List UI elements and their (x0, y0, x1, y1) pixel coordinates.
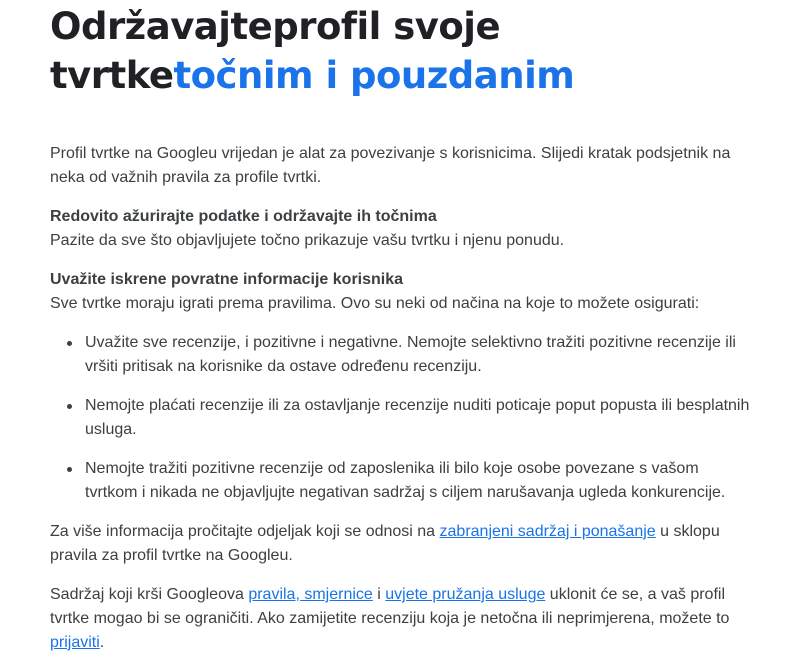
final-paragraph (50, 583, 750, 655)
more-info-before: Za više informacija pročitajte odjeljak koji se odnosi na (50, 523, 440, 540)
section-accuracy-title: Redovito ažurirajte podatke i održavajte ih točnima (50, 208, 437, 225)
headline-accent: točnim i pouzdanim (173, 54, 575, 97)
section-feedback (50, 268, 750, 316)
bullet-dot-icon (67, 467, 72, 472)
final-mid1: i (372, 586, 386, 603)
list-item (85, 457, 750, 505)
report-link[interactable]: prijaviti (50, 634, 100, 651)
more-info-paragraph (50, 520, 750, 568)
bullet-dot-icon (67, 341, 72, 346)
rule-text: Uvažite sve recenzije, i pozitivne i negativne. Nemojte selektivno tražiti pozitivne recenzije ili vršiti pritisak na korisnike da ostave određenu recenziju. (85, 334, 736, 375)
final-before: Sadržaj koji krši Googleova (50, 586, 249, 603)
section-feedback-title: Uvažite iskrene povratne informacije korisnika (50, 271, 404, 288)
more-info-after: u sklopu pravila za profil tvrtke na Googleu. (50, 523, 720, 564)
final-mid2: uklonit će se, a vaš profil tvrtke mogao bi se ograničiti. Ako zamijetite recenziju koja je netočna ili neprimjerena, možete to (50, 586, 730, 627)
section-accuracy (50, 205, 750, 253)
bullet-dot-icon (67, 404, 72, 409)
section-feedback-text: Sve tvrtke moraju igrati prema pravilima. Ovo su neki od načina na koje to možete osigurati: (50, 295, 700, 312)
page-headline (50, 0, 750, 100)
headline-main: Održavajteprofil svoje tvrtke (50, 5, 501, 97)
intro-paragraph: Profil tvrtke na Googleu vrijedan je alat za povezivanje s korisnicima. Slijedi kratak podsjetnik na neka od važnih pravila za profile tvrtki. (50, 145, 731, 186)
policies-guidelines-link[interactable]: pravila, smjernice (248, 586, 373, 603)
rule-text: Nemojte plaćati recenzije ili za ostavljanje recenzije nuditi poticaje poput popusta ili besplatnih usluga. (85, 397, 750, 438)
list-item (85, 394, 750, 442)
list-item (85, 331, 750, 379)
section-accuracy-text: Pazite da sve što objavljujete točno prikazuje vašu tvrtku i njenu ponudu. (50, 232, 565, 249)
rules-list (50, 331, 750, 505)
main-content (50, 0, 750, 655)
terms-of-service-link[interactable]: uvjete pružanja usluge (385, 586, 546, 603)
final-after: . (99, 634, 105, 651)
rule-text: Nemojte tražiti pozitivne recenzije od zaposlenika ili bilo koje osobe povezane s vašom tvrtkom i nikada ne objavljujte negativan sadržaj s ciljem narušavanja ugleda konkurencije. (85, 460, 726, 501)
prohibited-content-link[interactable]: zabranjeni sadržaj i ponašanje (439, 523, 656, 540)
